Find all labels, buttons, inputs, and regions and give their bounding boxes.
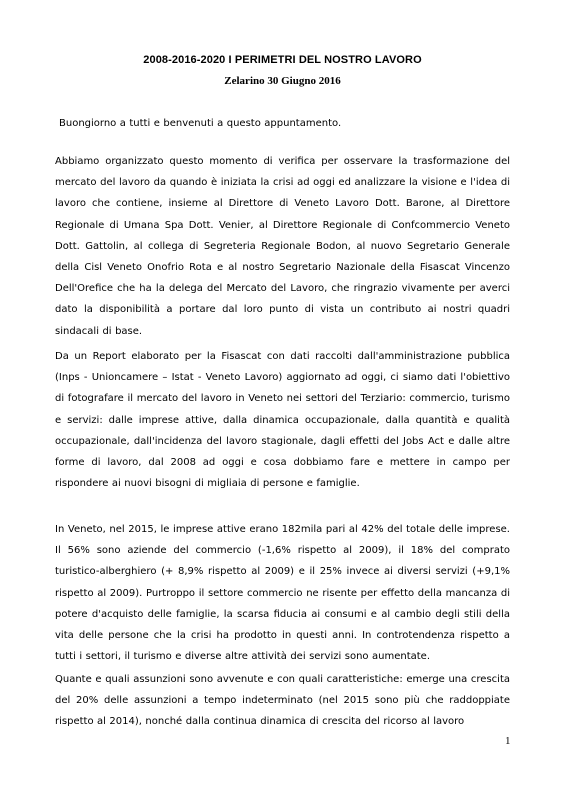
paragraph-text: Quante e quali assunzioni sono avvenute e con quali caratteristiche: emerge una crescita del 20% delle assunzioni a tempo indeterminato (nel 2015 sono più che raddoppiate rispetto al 2014), nonché dalla continua dinamica di crescita del ricorso al lavoro [55,674,510,728]
document-title: 2008-2016-2020 I PERIMETRI DEL NOSTRO LAVORO [143,54,422,66]
paragraph-text: In Veneto, nel 2015, le imprese attive erano 182mila pari al 42% del totale delle imprese. Il 56% sono aziende del commercio (-1,6% rispetto al 2009), il 18% del comprato turistico-alberghiero (+ 8,9% rispetto al 2009) e il 25% invece ai diversi servizi (+9,1% rispetto al 2009). Purtroppo il settore commercio ne risente per effetto della mancanza di potere d'acquisto delle famiglie, la scarsa fiducia ai consumi e al cambio degli stili della vita delle persone che la crisi ha prodotto in questi anni. In controtendenza rispetto a tutti i settori, il turismo e diverse altre attività dei servizi sono aumentate. [55,524,510,663]
paragraph-3 [55,519,510,667]
paragraph-4 [55,669,510,733]
paragraph-text: Abbiamo organizzato questo momento di verifica per osservare la trasformazione del mercato del lavoro da quando è iniziata la crisi ad oggi ed analizzare la visione e l'idea di lavoro che contiene, insieme al Direttore di Veneto Lavoro Dott. Barone, al Direttore Regionale di Umana Spa Dott. Venier, al Direttore Regionale di Confcommercio Veneto Dott. Gattolin, al collega di Segreteria Regionale Bodon, al nuovo Segretario Generale della Cisl Veneto Onofrio Rota e al nostro Segretario Nazionale della Fisascat Vincenzo Dell'Orefice che ha la delega del Mercato del Lavoro, che ringrazio vivamente per averci dato la disponibilità a portare dal loro punto di vista un contributo ai nostri quadri sindacali di base. [55,156,510,337]
intro-paragraph [59,113,514,134]
paragraph-text: Da un Report elaborato per la Fisascat con dati raccolti dall'amministrazione pubblica (Inps - Unioncamere – Istat - Veneto Lavoro) aggiornato ad oggi, ci siamo dati l'obiettivo di fotografare il mercato del lavoro in Veneto nei settori del Terziario: commercio, turismo e servizi: dalle imprese attive, dalla dinamica occupazionale, dalla quantità e qualità occupazionale, dall'incidenza del lavoro stagionale, dagli effetti del Jobs Act e dalle altre forme di lavoro, dal 2008 ad oggi e cosa dobbiamo fare e mettere in campo per rispondere ai nuovi bisogni di migliaia di persone e famiglie. [55,351,510,490]
intro-text: Buongiorno a tutti e benvenuti a questo appuntamento. [59,118,342,129]
document-subtitle: Zelarino 30 Giugno 2016 [224,75,341,87]
paragraph-1 [55,151,510,342]
paragraph-2 [55,346,510,494]
page-number: 1 [505,735,511,747]
